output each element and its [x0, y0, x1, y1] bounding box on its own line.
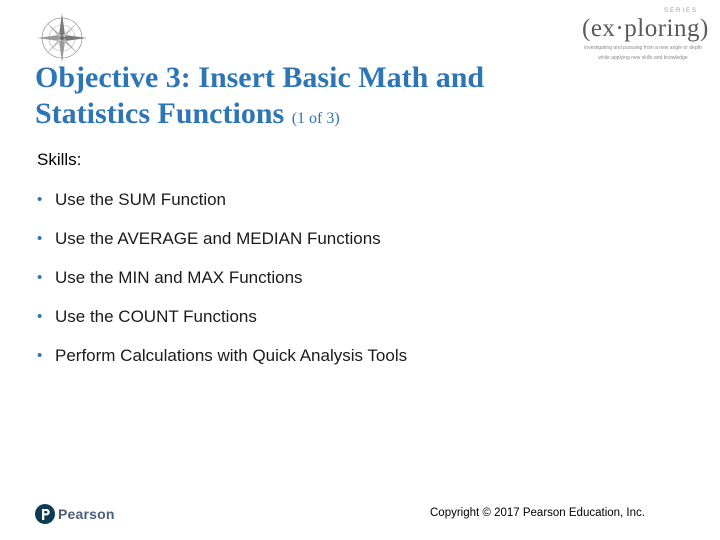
compass-rose-icon — [34, 10, 90, 66]
title-line-2: Statistics Functions — [35, 97, 285, 130]
pearson-p-icon — [35, 503, 55, 525]
title-line-1: Objective 3: Insert Basic Math and — [35, 61, 485, 94]
skill-text: Use the MIN and MAX Functions — [55, 268, 303, 287]
skill-item — [37, 258, 407, 297]
skills-heading: Skills: — [37, 150, 82, 169]
skill-item — [37, 297, 407, 336]
skill-text: Use the SUM Function — [55, 190, 227, 209]
pearson-logo — [35, 501, 115, 527]
skill-text: Perform Calculations with Quick Analysis Tools — [55, 346, 408, 365]
skill-text: Use the COUNT Functions — [55, 307, 257, 326]
brand-tagline-1: investigating and pursuing from a new angle or depth — [584, 45, 702, 51]
bullet-dot-icon: • — [37, 308, 43, 325]
bullet-dot-icon: • — [37, 269, 43, 286]
bullet-dot-icon: • — [37, 230, 43, 247]
skill-text: Use the AVERAGE and MEDIAN Functions — [55, 229, 381, 248]
bullet-dot-icon: • — [37, 347, 43, 364]
brand-tagline-2: while applying new skills and knowledge — [598, 55, 688, 61]
skill-item — [37, 336, 407, 375]
exploring-brand-logo — [582, 8, 709, 62]
brand-name: (ex·ploring) — [582, 15, 709, 42]
skills-list — [37, 180, 407, 375]
brand-series-label: SERIES — [663, 8, 698, 14]
skill-item — [37, 219, 407, 258]
bullet-dot-icon: • — [37, 191, 43, 208]
copyright-notice: Copyright © 2017 Pearson Education, Inc. — [430, 507, 645, 519]
title-part-indicator: (1 of 3) — [291, 110, 340, 127]
skill-item — [37, 180, 407, 219]
pearson-wordmark: Pearson — [58, 506, 115, 522]
slide-title — [35, 60, 595, 137]
